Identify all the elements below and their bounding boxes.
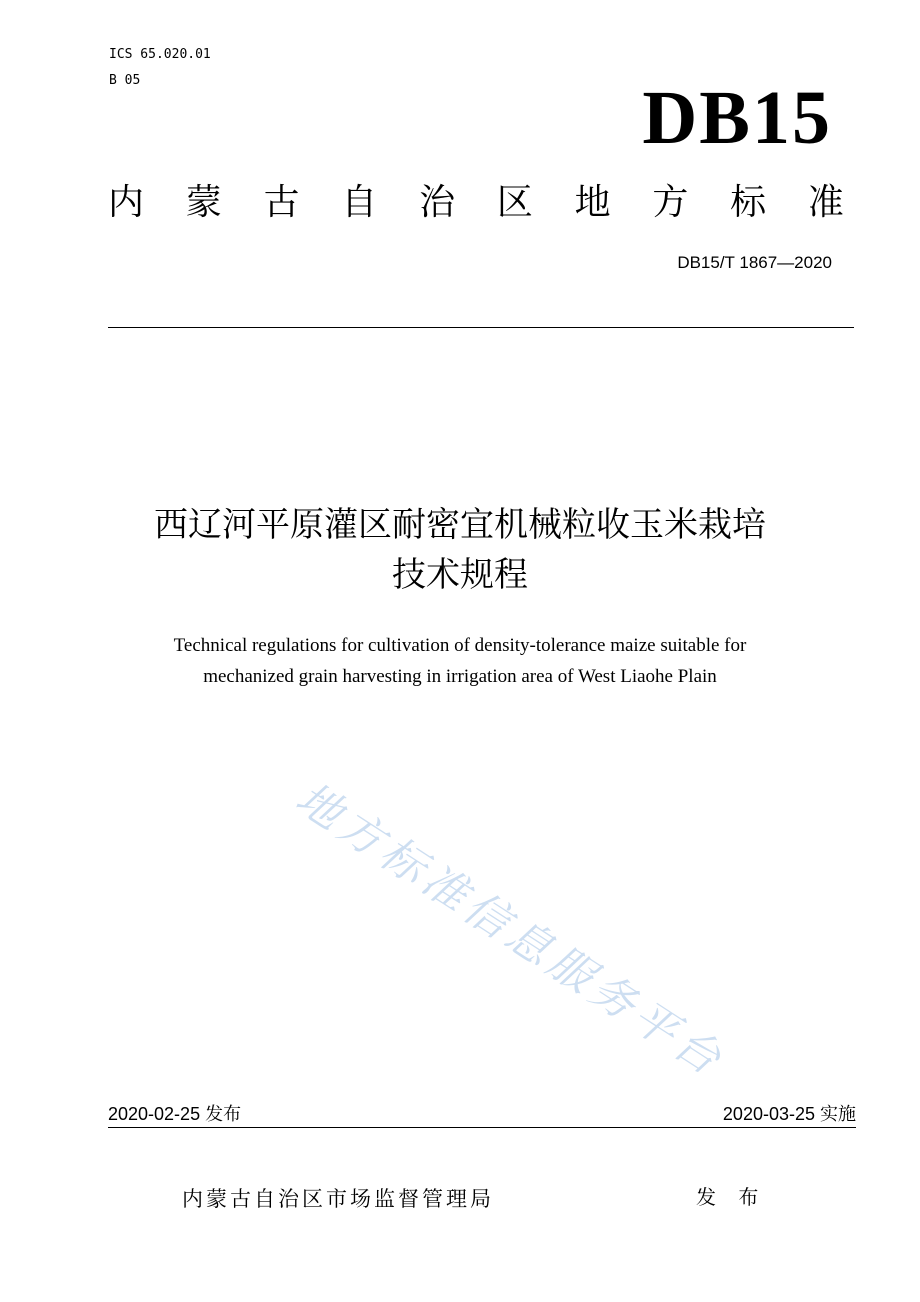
standard-code: DB15 (642, 76, 832, 160)
title-chinese-line-1: 西辽河平原灌区耐密宜机械粒收玉米栽培 (154, 505, 766, 545)
bottom-divider (108, 1127, 856, 1128)
standard-type-char: 方 (652, 182, 689, 223)
standard-type-char: 标 (730, 182, 767, 223)
standard-type-char: 古 (263, 182, 300, 223)
issue-date: 2020-02-25 发布 (108, 1104, 242, 1124)
standard-type-char: 治 (419, 182, 456, 223)
ics-code: ICS 65.020.01 (109, 47, 211, 62)
standard-type-char: 内 (108, 182, 145, 223)
top-divider (108, 327, 854, 328)
standard-number: DB15/T 1867—2020 (677, 253, 832, 272)
title-chinese-line-2: 技术规程 (392, 555, 528, 595)
publish-label: 发 布 (696, 1185, 767, 1209)
standard-type-char: 区 (496, 182, 533, 223)
title-english-line-1: Technical regulations for cultivation of density-tolerance maize suitable for (173, 635, 747, 656)
title-english-line-2: mechanized grain harvesting in irrigation area of West Liaohe Plain (203, 666, 717, 687)
standard-type-char: 地 (574, 182, 611, 223)
standard-type-char: 蒙 (185, 182, 222, 223)
title-chinese (60, 500, 860, 600)
ccs-code: B 05 (109, 73, 141, 88)
standard-type-char: 准 (807, 182, 844, 223)
standard-type (108, 180, 844, 226)
watermark: 地方标准信息服务平台 (286, 772, 734, 1088)
title-english (60, 630, 860, 692)
standard-type-char: 自 (341, 182, 378, 223)
issuer-name: 内蒙古自治区市场监督管理局 (182, 1187, 494, 1211)
implementation-date: 2020-03-25 实施 (722, 1104, 856, 1124)
